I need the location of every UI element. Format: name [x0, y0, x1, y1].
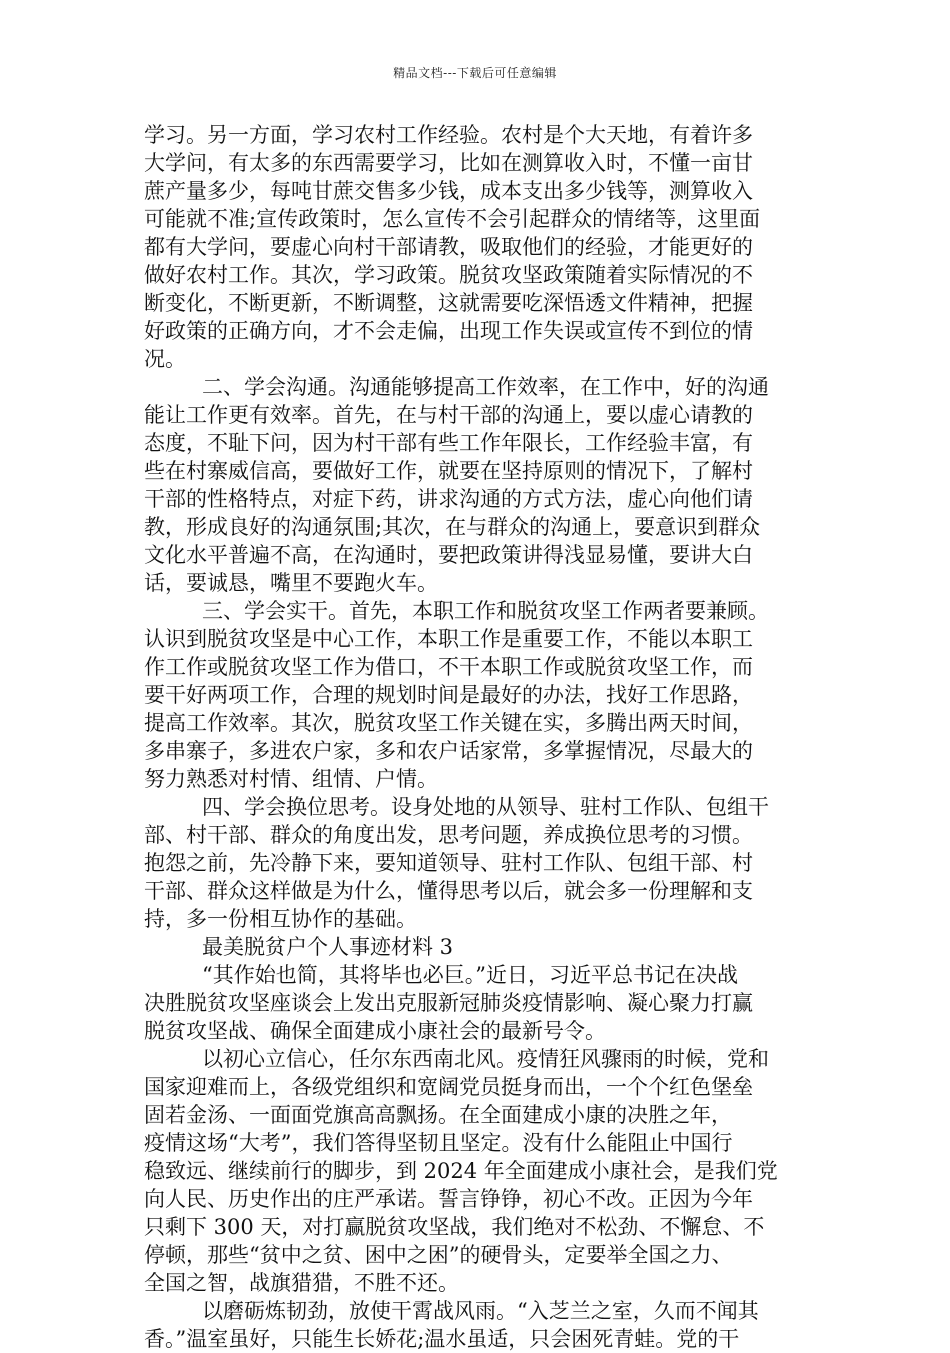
text-line: 断变化，不断更新，不断调整，这就需要吃深悟透文件精神，把握	[144, 291, 753, 315]
document-body	[144, 121, 808, 1353]
text-line: 脱贫攻坚战、确保全面建成小康社会的最新号令。	[144, 1019, 606, 1043]
text-line: 以初心立信心，任尔东西南北风。疫情狂风骤雨的时候，党和	[202, 1047, 769, 1071]
page-header: 精品文档---下载后可任意编辑	[393, 66, 557, 80]
text-line: 蔗产量多少，每吨甘蔗交售多少钱，成本支出多少钱等，测算收入	[144, 179, 753, 203]
text-line: 教，形成良好的沟通氛围;其次，在与群众的沟通上，要意识到群众	[144, 515, 761, 539]
text-line: 固若金汤、一面面党旗高高飘扬。在全面建成小康的决胜之年，	[144, 1103, 732, 1127]
text-line: 做好农村工作。其次，学习政策。脱贫攻坚政策随着实际情况的不	[144, 263, 753, 287]
text-line: 干部的性格特点，对症下药，讲求沟通的方式方法，虚心向他们请	[144, 487, 753, 511]
text-line: 况。	[144, 347, 186, 371]
text-line: 停顿，那些“贫中之贫、困中之困”的硬骨头，定要举全国之力、	[144, 1243, 733, 1267]
text-line: 大学问，有太多的东西需要学习，比如在测算收入时，不懂一亩甘	[144, 151, 753, 175]
text-line: 决胜脱贫攻坚座谈会上发出克服新冠肺炎疫情影响、凝心聚力打赢	[144, 991, 753, 1015]
text-line: 只剩下 300 天，对打赢脱贫攻坚战，我们绝对不松劲、不懈怠、不	[144, 1215, 765, 1239]
text-line: 三、学会实干。首先，本职工作和脱贫攻坚工作两者要兼顾。	[202, 599, 769, 623]
text-line: 疫情这场“大考”，我们答得坚韧且坚定。没有什么能阻止中国行	[144, 1131, 733, 1155]
text-line: 干部、群众这样做是为什么，懂得思考以后，就会多一份理解和支	[144, 879, 753, 903]
text-line: 态度，不耻下问，因为村干部有些工作年限长，工作经验丰富，有	[144, 431, 753, 455]
text-line: 多串寨子，多进农户家，多和农户话家常，多掌握情况，尽最大的	[144, 739, 753, 763]
text-line: 四、学会换位思考。设身处地的从领导、驻村工作队、包组干	[202, 795, 769, 819]
text-line: 国家迎难而上，各级党组织和宽阔党员挺身而出，一个个红色堡垒	[144, 1075, 753, 1099]
text-line: 学习。另一方面，学习农村工作经验。农村是个大天地，有着许多	[144, 123, 753, 147]
text-line: 最美脱贫户个人事迹材料 3	[202, 935, 454, 959]
text-line: 努力熟悉对村情、组情、户情。	[144, 767, 438, 791]
text-line: 文化水平普遍不高，在沟通时，要把政策讲得浅显易懂，要讲大白	[144, 543, 753, 567]
text-line: 认识到脱贫攻坚是中心工作，本职工作是重要工作，不能以本职工	[144, 627, 753, 651]
text-line: 部、村干部、群众的角度出发，思考问题，养成换位思考的习惯。	[144, 823, 753, 847]
text-line: 全国之智，战旗猎猎，不胜不还。	[144, 1271, 459, 1295]
text-line: 持，多一份相互协作的基础。	[144, 907, 417, 931]
text-line: 二、学会沟通。沟通能够提高工作效率，在工作中，好的沟通	[202, 375, 769, 399]
text-line: 抱怨之前，先冷静下来，要知道领导、驻村工作队、包组干部、村	[144, 851, 753, 875]
text-line: 作工作或脱贫攻坚工作为借口，不干本职工作或脱贫攻坚工作，而	[144, 655, 753, 679]
text-line: 向人民、历史作出的庄严承诺。誓言铮铮，初心不改。正因为今年	[144, 1187, 753, 1211]
text-line: “其作始也简，其将毕也必巨。”近日，习近平总书记在决战	[202, 963, 738, 987]
text-line: 能让工作更有效率。首先，在与村干部的沟通上，要以虚心请教的	[144, 403, 753, 427]
text-line: 可能就不准;宣传政策时，怎么宣传不会引起群众的情绪等，这里面	[144, 207, 761, 231]
text-line: 以磨砺炼韧劲，放使干霄战风雨。“入芝兰之室，久而不闻其	[202, 1299, 759, 1323]
text-line: 稳致远、继续前行的脚步，到 2024 年全面建成小康社会，是我们党	[144, 1159, 778, 1183]
text-line: 好政策的正确方向，才不会走偏，出现工作失误或宣传不到位的情	[144, 319, 753, 343]
text-line: 话，要诚恳，嘴里不要跑火车。	[144, 571, 438, 595]
text-line: 提高工作效率。其次，脱贫攻坚工作关键在实，多腾出两天时间，	[144, 711, 753, 735]
text-line: 要干好两项工作，合理的规划时间是最好的办法，找好工作思路，	[144, 683, 753, 707]
text-line: 香。”温室虽好，只能生长娇花;温水虽适，只会困死青蛙。党的干	[144, 1327, 740, 1351]
text-line: 些在村寨威信高，要做好工作，就要在坚持原则的情况下，了解村	[144, 459, 753, 483]
text-line: 都有大学问，要虚心向村干部请教，吸取他们的经验，才能更好的	[144, 235, 753, 259]
